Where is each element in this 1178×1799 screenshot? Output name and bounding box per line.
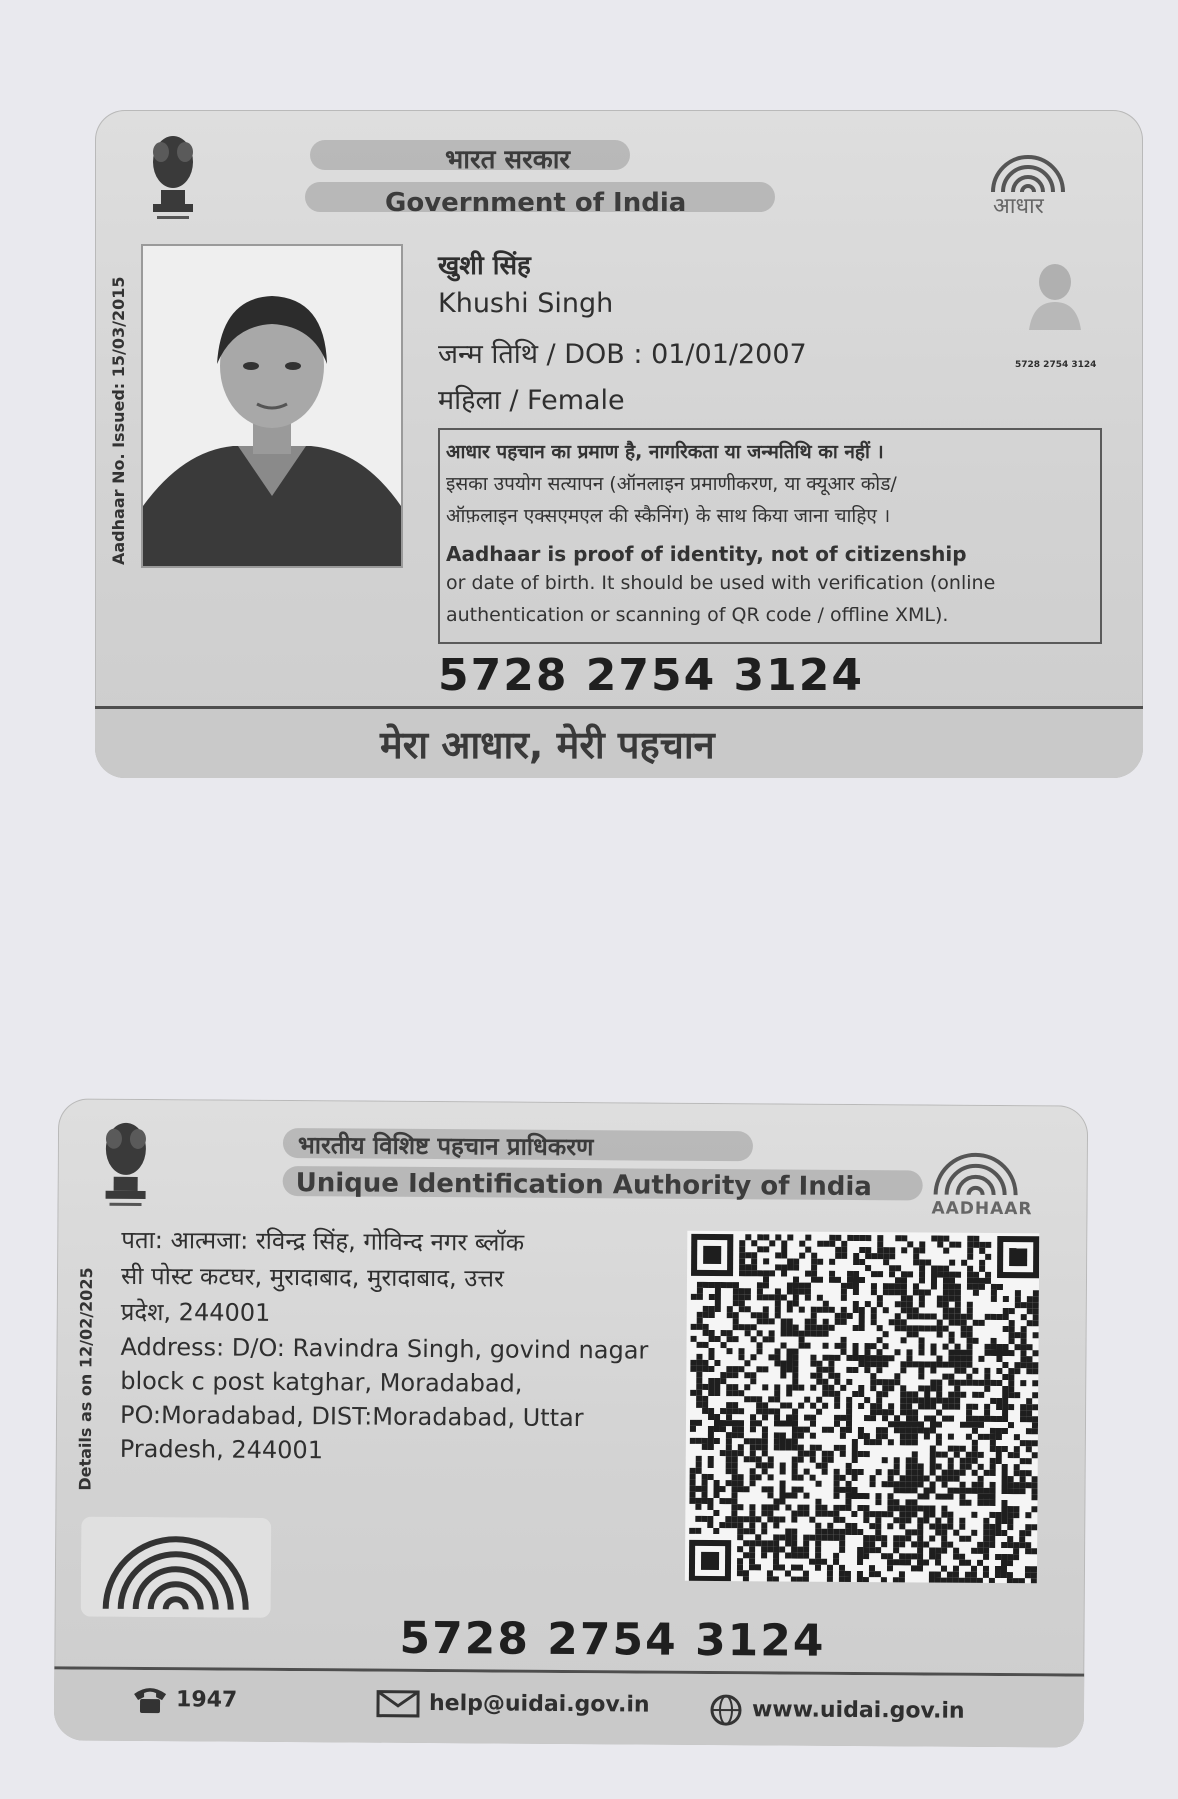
aadhaar-logo-text: AADHAAR (931, 1198, 1033, 1220)
issue-date: Aadhaar No. Issued: 15/03/2015 (109, 276, 128, 565)
disclaimer-box (438, 428, 1102, 644)
globe-icon (709, 1693, 743, 1727)
header-hindi: भारत सरकार (445, 145, 571, 175)
address-english-1: Address: D/O: Ravindra Singh, govind nagar (120, 1332, 649, 1365)
mini-aadhaar-number: 5728 2754 3124 (1015, 360, 1097, 370)
header-english: Government of India (385, 188, 687, 218)
aadhaar-watermark-logo-icon (81, 1517, 272, 1618)
header-hindi: भारतीय विशिष्ट पहचान प्राधिकरण (297, 1131, 594, 1162)
aadhaar-card-front (95, 110, 1143, 778)
national-emblem-icon (95, 1119, 156, 1211)
address-english-3: PO:Moradabad, DIST:Moradabad, Uttar (119, 1400, 584, 1433)
tagline: मेरा आधार, मेरी पहचान (380, 723, 715, 767)
support-email: help@uidai.gov.in (428, 1691, 650, 1718)
address-hindi-1: पता: आत्मजा: रविन्द्र सिंह, गोविन्द नगर ब्लॉक (121, 1225, 525, 1257)
aadhaar-logo-icon (985, 148, 1071, 194)
name-hindi: खुशी सिंह (438, 251, 531, 281)
phone-icon (130, 1684, 170, 1716)
phone-number: 1947 (175, 1687, 238, 1713)
disclaimer-hindi-3: ऑफ़लाइन एक्सएमएल की स्कैनिंग) के साथ किया जाना चाहिए । (446, 505, 891, 527)
aadhaar-number: 5728 2754 3124 (438, 650, 865, 701)
address-english-2: block c post katghar, Moradabad, (120, 1366, 523, 1398)
qr-code-icon (685, 1231, 1039, 1583)
address-english-4: Pradesh, 244001 (119, 1434, 324, 1465)
disclaimer-hindi-2: इसका उपयोग सत्यापन (ऑनलाइन प्रमाणीकरण, या क्यूआर कोड/ (446, 473, 897, 495)
name-english: Khushi Singh (438, 288, 614, 319)
address-hindi-2: सी पोस्ट कटघर, मुरादाबाद, मुरादाबाद, उत्तर (120, 1261, 504, 1293)
disclaimer-hindi-1: आधार पहचान का प्रमाण है, नागरिकता या जन्मतिथि का नहीं । (446, 441, 884, 463)
holder-photo (141, 244, 403, 568)
disclaimer-english-1: Aadhaar is proof of identity, not of citizenship (446, 542, 967, 566)
website: www.uidai.gov.in (751, 1697, 965, 1724)
national-emblem-icon (143, 132, 203, 224)
header-english: Unique Identification Authority of India (295, 1168, 872, 1203)
aadhaar-card-back (54, 1098, 1088, 1747)
disclaimer-english-2: or date of birth. It should be used with verification (online (446, 572, 996, 594)
details-date: Details as on 12/02/2025 (75, 1267, 97, 1491)
aadhaar-number: 5728 2754 3124 (399, 1612, 826, 1667)
ghost-photo-icon (1025, 260, 1085, 330)
date-of-birth: जन्म तिथि / DOB : 01/01/2007 (438, 339, 807, 370)
aadhaar-logo-icon (928, 1146, 1024, 1197)
aadhaar-logo-text: आधार (993, 194, 1044, 219)
disclaimer-english-3: authentication or scanning of QR code / offline XML). (446, 604, 949, 626)
mail-icon (376, 1690, 420, 1718)
gender: महिला / Female (438, 385, 625, 416)
address-hindi-3: प्रदेश, 244001 (120, 1297, 271, 1327)
